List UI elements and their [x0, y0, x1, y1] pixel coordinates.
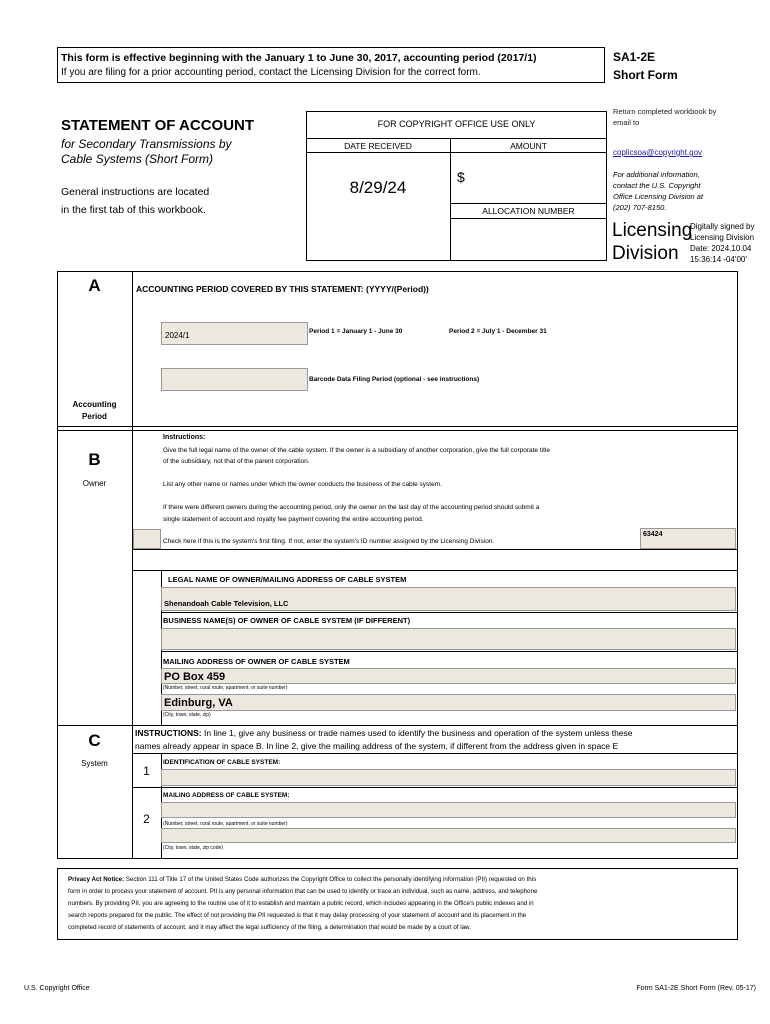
- signature-detail-3: Date: 2024.10.04: [690, 244, 752, 253]
- period-1-note: Period 1 = January 1 - June 30: [309, 328, 403, 335]
- privacy-notice-line-1: [68, 876, 536, 883]
- signature-detail-4: 15:36:14 -04'00': [690, 255, 747, 264]
- system-id-value: 63424: [643, 531, 663, 538]
- amount-label: AMOUNT: [510, 141, 547, 151]
- form-subtitle-1: for Secondary Transmissions by: [61, 137, 232, 151]
- privacy-notice-line-3: numbers. By providing PII, you are agreeing to the routine use of it to establish and maintain a public record, which includes appearing in the Office's public indexes and in: [68, 900, 534, 907]
- section-a-heading: ACCOUNTING PERIOD COVERED BY THIS STATEMENT: (YYYY/(Period)): [136, 284, 429, 294]
- business-name-label: BUSINESS NAME(S) OF OWNER OF CABLE SYSTEM (IF DIFFERENT): [163, 616, 411, 625]
- section-b-instruction-3: List any other name or names under which the owner conducts the business of the cable system.: [163, 481, 442, 488]
- mailing-address-label: MAILING ADDRESS OF OWNER OF CABLE SYSTEM: [163, 657, 350, 666]
- return-text-2: email to: [613, 118, 640, 127]
- privacy-notice-title: Privacy Act Notice:: [68, 876, 125, 883]
- contact-info-4: (202) 707-8150.: [613, 203, 667, 212]
- footer-right: Form SA1-2E Short Form (Rev. 05-17): [636, 985, 756, 992]
- date-received-label: DATE RECEIVED: [344, 141, 412, 151]
- owner-address-line1-value: PO Box 459: [164, 671, 226, 683]
- section-a-label-1: Accounting: [72, 400, 117, 409]
- section-a-label-2: Period: [82, 412, 107, 421]
- system-identification-input[interactable]: [161, 769, 736, 786]
- form-title: STATEMENT OF ACCOUNT: [61, 117, 255, 134]
- contact-info-1: For additional information,: [613, 170, 700, 179]
- system-id-label: IDENTIFICATION OF CABLE SYSTEM:: [163, 759, 281, 766]
- system-mailing-label: MAILING ADDRESS OF CABLE SYSTEM:: [163, 792, 290, 799]
- signature-name-1: Licensing: [612, 220, 693, 241]
- section-c-label: System: [81, 759, 108, 768]
- section-b-instruction-5: single statement of account and royalty fee payment covering the entire accounting period.: [163, 516, 424, 523]
- system-address-line1-input[interactable]: [161, 802, 736, 818]
- prior-period-notice: If you are filing for a prior accounting period, contact the Licensing Division for the correct form.: [61, 67, 481, 78]
- effective-notice: This form is effective beginning with the January 1 to June 30, 2017, accounting period (2017/1): [61, 52, 537, 64]
- general-instructions-2: in the first tab of this workbook.: [61, 204, 206, 216]
- first-filing-checkbox[interactable]: [133, 529, 161, 549]
- system-line-1-number: 1: [143, 764, 150, 778]
- section-c-instructions-bold: INSTRUCTIONS:: [135, 728, 202, 738]
- accounting-period-input[interactable]: [161, 322, 308, 345]
- privacy-notice-line-5: completed record of statements of account, and it may affect the legal sufficiency of the filing, a determination that would be made by a court of law.: [68, 924, 471, 931]
- section-c-instructions-1: [135, 728, 633, 738]
- contact-info-3: Office Licensing Division at: [613, 192, 704, 201]
- signature-detail-1: Digitally signed by: [690, 222, 755, 231]
- contact-info-2: contact the U.S. Copyright: [613, 181, 701, 190]
- system-id-input[interactable]: [640, 528, 736, 549]
- form-code: SA1-2E: [613, 50, 656, 64]
- owner-address-line2-value: Edinburg, VA: [164, 697, 233, 709]
- first-filing-label: Check here if this is the system's first filing. If not, enter the system's ID number assigned by the Licensing Division.: [163, 538, 495, 545]
- signature-name-2: Division: [612, 243, 679, 264]
- owner-address-line1-hint: (Number, street, rural route, apartment, or suite number): [163, 685, 288, 691]
- section-b-instruction-4: If there were different owners during the accounting period, only the owner on the last day of the accounting period should submit a: [163, 504, 540, 511]
- owner-address-line2-input[interactable]: [161, 694, 736, 711]
- accounting-period-value: 2024/1: [165, 331, 190, 340]
- return-text-1: Return completed workbook by: [613, 107, 717, 116]
- section-a-letter: A: [88, 276, 101, 295]
- legal-name-value: Shenandoah Cable Television, LLC: [164, 599, 289, 608]
- system-address-line2-input[interactable]: [161, 828, 736, 843]
- privacy-notice-text-1: Section 111 of Title 17 of the United States Code authorizes the Copyright Office to collect the personally identifying information (PII) requested on this: [124, 876, 537, 883]
- allocation-number-label: ALLOCATION NUMBER: [482, 206, 575, 216]
- section-b-instructions-title: Instructions:: [163, 434, 206, 441]
- return-email-link[interactable]: coplicsoa@copyright.gov: [613, 148, 703, 157]
- legal-name-label: LEGAL NAME OF OWNER/MAILING ADDRESS OF CABLE SYSTEM: [168, 575, 407, 584]
- section-b-instruction-1: Give the full legal name of the owner of the cable system. If the owner is a subsidiary of another corporation, give the full corporate title: [163, 447, 550, 454]
- section-b-label: Owner: [82, 479, 107, 488]
- privacy-notice-line-4: search reports prepared for the public. The effect of not providing the PII requested is that it may delay processing of your statement of account and its placement in the: [68, 912, 527, 919]
- barcode-period-label: Barcode Data Filing Period (optional - see instructions): [309, 376, 480, 383]
- office-use-header: FOR COPYRIGHT OFFICE USE ONLY: [377, 119, 536, 129]
- section-b-letter: B: [88, 450, 101, 469]
- date-received-value: 8/29/24: [349, 178, 407, 197]
- signature-detail-2: Licensing Division: [690, 233, 755, 242]
- form-name: Short Form: [613, 68, 678, 82]
- section-c-instructions-2: names already appear in space B. In line 2, give the mailing address of the system, if different from the address given in space E: [135, 741, 619, 751]
- form-subtitle-2: Cable Systems (Short Form): [61, 152, 214, 166]
- barcode-period-input[interactable]: [161, 368, 308, 391]
- period-2-note: Period 2 = July 1 - December 31: [449, 328, 547, 335]
- section-b-instruction-2: of the subsidiary, not that of the parent corporation.: [163, 458, 310, 465]
- general-instructions-1: General instructions are located: [61, 186, 210, 198]
- legal-name-input[interactable]: [161, 587, 736, 611]
- section-c-instructions-text-1: In line 1, give any business or trade names used to identify the business and operation of the system unless these: [201, 728, 633, 738]
- owner-address-line2-hint: (City, town, state, zip): [163, 712, 211, 718]
- business-name-input[interactable]: [161, 628, 736, 650]
- system-address-line2-hint: (City, town, state, zip code): [163, 845, 223, 851]
- amount-dollar-sign: $: [457, 169, 465, 185]
- section-c-letter: C: [88, 731, 101, 750]
- system-address-line1-hint: (Number, street, rural route, apartment, or suite number): [163, 821, 288, 827]
- privacy-notice-line-2: form in order to process your statement of account. PII is any personal information that can be used to identify or trace an individual, such as name, address, and telephone: [68, 888, 538, 895]
- owner-address-line1-input[interactable]: [161, 668, 736, 684]
- system-line-2-number: 2: [143, 812, 150, 826]
- footer-left: U.S. Copyright Office: [24, 985, 90, 992]
